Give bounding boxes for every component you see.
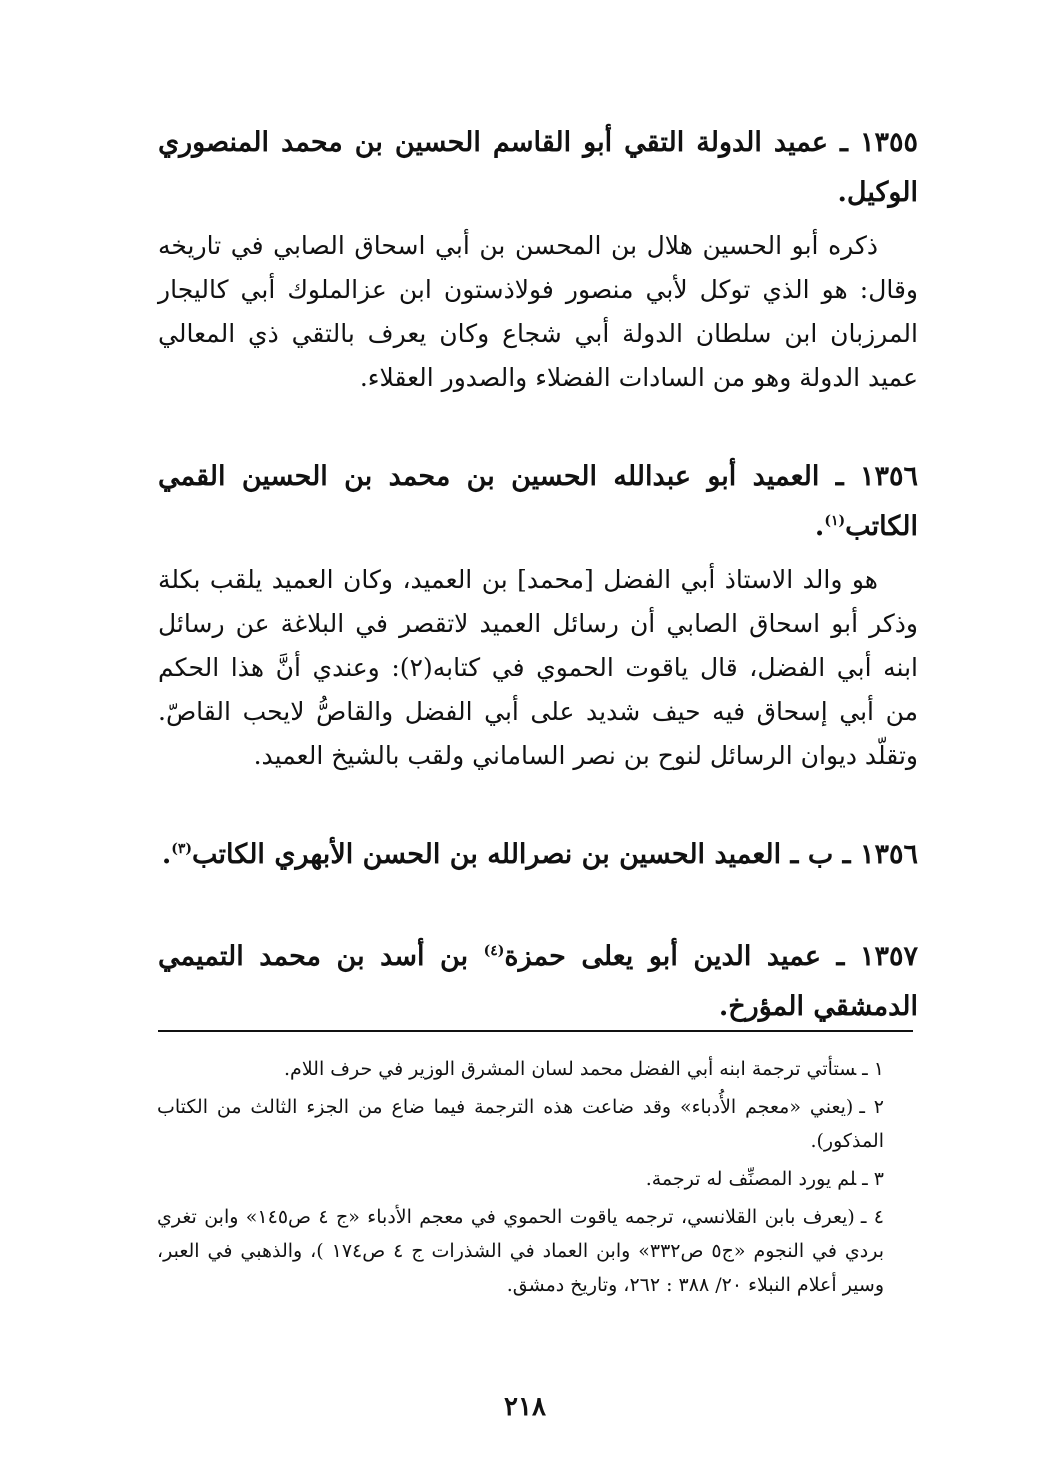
entry-heading: ١٣٥٦ ـ العميد أبو عبدالله الحسين بن محمد بن الحسين القمي الكاتب$^{(١)}$. (158, 461, 918, 542)
footnote-1: ١ ـستأتي ترجمة ابنه أبي الفضل محمد لسان المشرق الوزير في حرف اللام. (284, 1058, 884, 1080)
entry-heading: ١٣٥٦ ـ ب ـ العميد الحسين بن نصرالله بن الحسن الأبهري الكاتب$^{(٣)}$. (161, 839, 918, 870)
footnotes (157, 1052, 912, 1306)
entry-1355 (158, 118, 918, 400)
main-text (158, 118, 918, 1084)
entry-1356 (158, 452, 918, 778)
entry-paragraph: هو والد الاستاذ أبي الفضل [محمد] بن العميد، وكان العميد يلقب بكلة وذكر أبو اسحاق الصابي أن رسائل العميد لاتقصر في البلاغة عن رسائل ابنه أبي الفضل، قال ياقوت الحموي في كتابه(٢): وعندي أنَّ هذا الحكم من أبي إسحاق فيه حيف شديد على أبي الفضل والقاصُّ لايحب القاصّ. وتقلّد ديوان الرسائل لنوح بن نصر الساماني ولقب بالشيخ العميد. (158, 565, 919, 770)
footnote-4: ٤ ـ(يعرف بابن القلانسي، ترجمه ياقوت الحموي في معجم الأدباء «ج ٤ ص١٤٥» وابن تغري بردي في النجوم «ج٥ ص٣٣٢» وابن العماد في الشذرات ج ٤ ص١٧٤ )، والذهبي في العبر، وسير أعلام النبلاء ٢٠/ ٣٨٨ : ٢٦٢، وتاريخ دمشق. (157, 1206, 885, 1296)
page-number: ٢١٨ (504, 1392, 546, 1422)
entry-paragraph: ذكره أبو الحسين هلال بن المحسن بن أبي اسحاق الصابي في تاريخه وقال: هو الذي توكل لأبي منصور فولاذستون ابن عزالملوك أبي كاليجار المرزبان ابن سلطان الدولة أبي شجاع وكان يعرف بالتقي ذي المعالي عميد الدولة وهو من السادات الفضلاء والصدور العقلاء. (158, 231, 918, 392)
entry-heading: ١٣٥٥ ـ عميد الدولة التقي أبو القاسم الحسين بن محمد المنصوري الوكيل. (158, 127, 918, 208)
footnote-marker: (١) (824, 513, 846, 529)
footnote-divider (158, 1030, 913, 1032)
footnote-3: ٣ ـلم يورد المصنِّف له ترجمة. (645, 1168, 884, 1190)
entry-heading: ١٣٥٧ ـ عميد الدين أبو يعلى حمزة$^{(٤)}$ بن أسد بن محمد التميمي الدمشقي المؤرخ. (158, 941, 918, 1022)
footnote-2: ٢ ـ(يعني «معجم الأُدباء» وقد ضاعت هذه الترجمة فيما ضاع من الجزء الثالث من الكتاب المذكور). (157, 1096, 884, 1152)
footnote-marker: (٣) (171, 841, 193, 857)
entry-1356-b (158, 830, 918, 880)
entry-1357 (158, 932, 918, 1032)
footnote-marker: (٤) (483, 943, 505, 959)
